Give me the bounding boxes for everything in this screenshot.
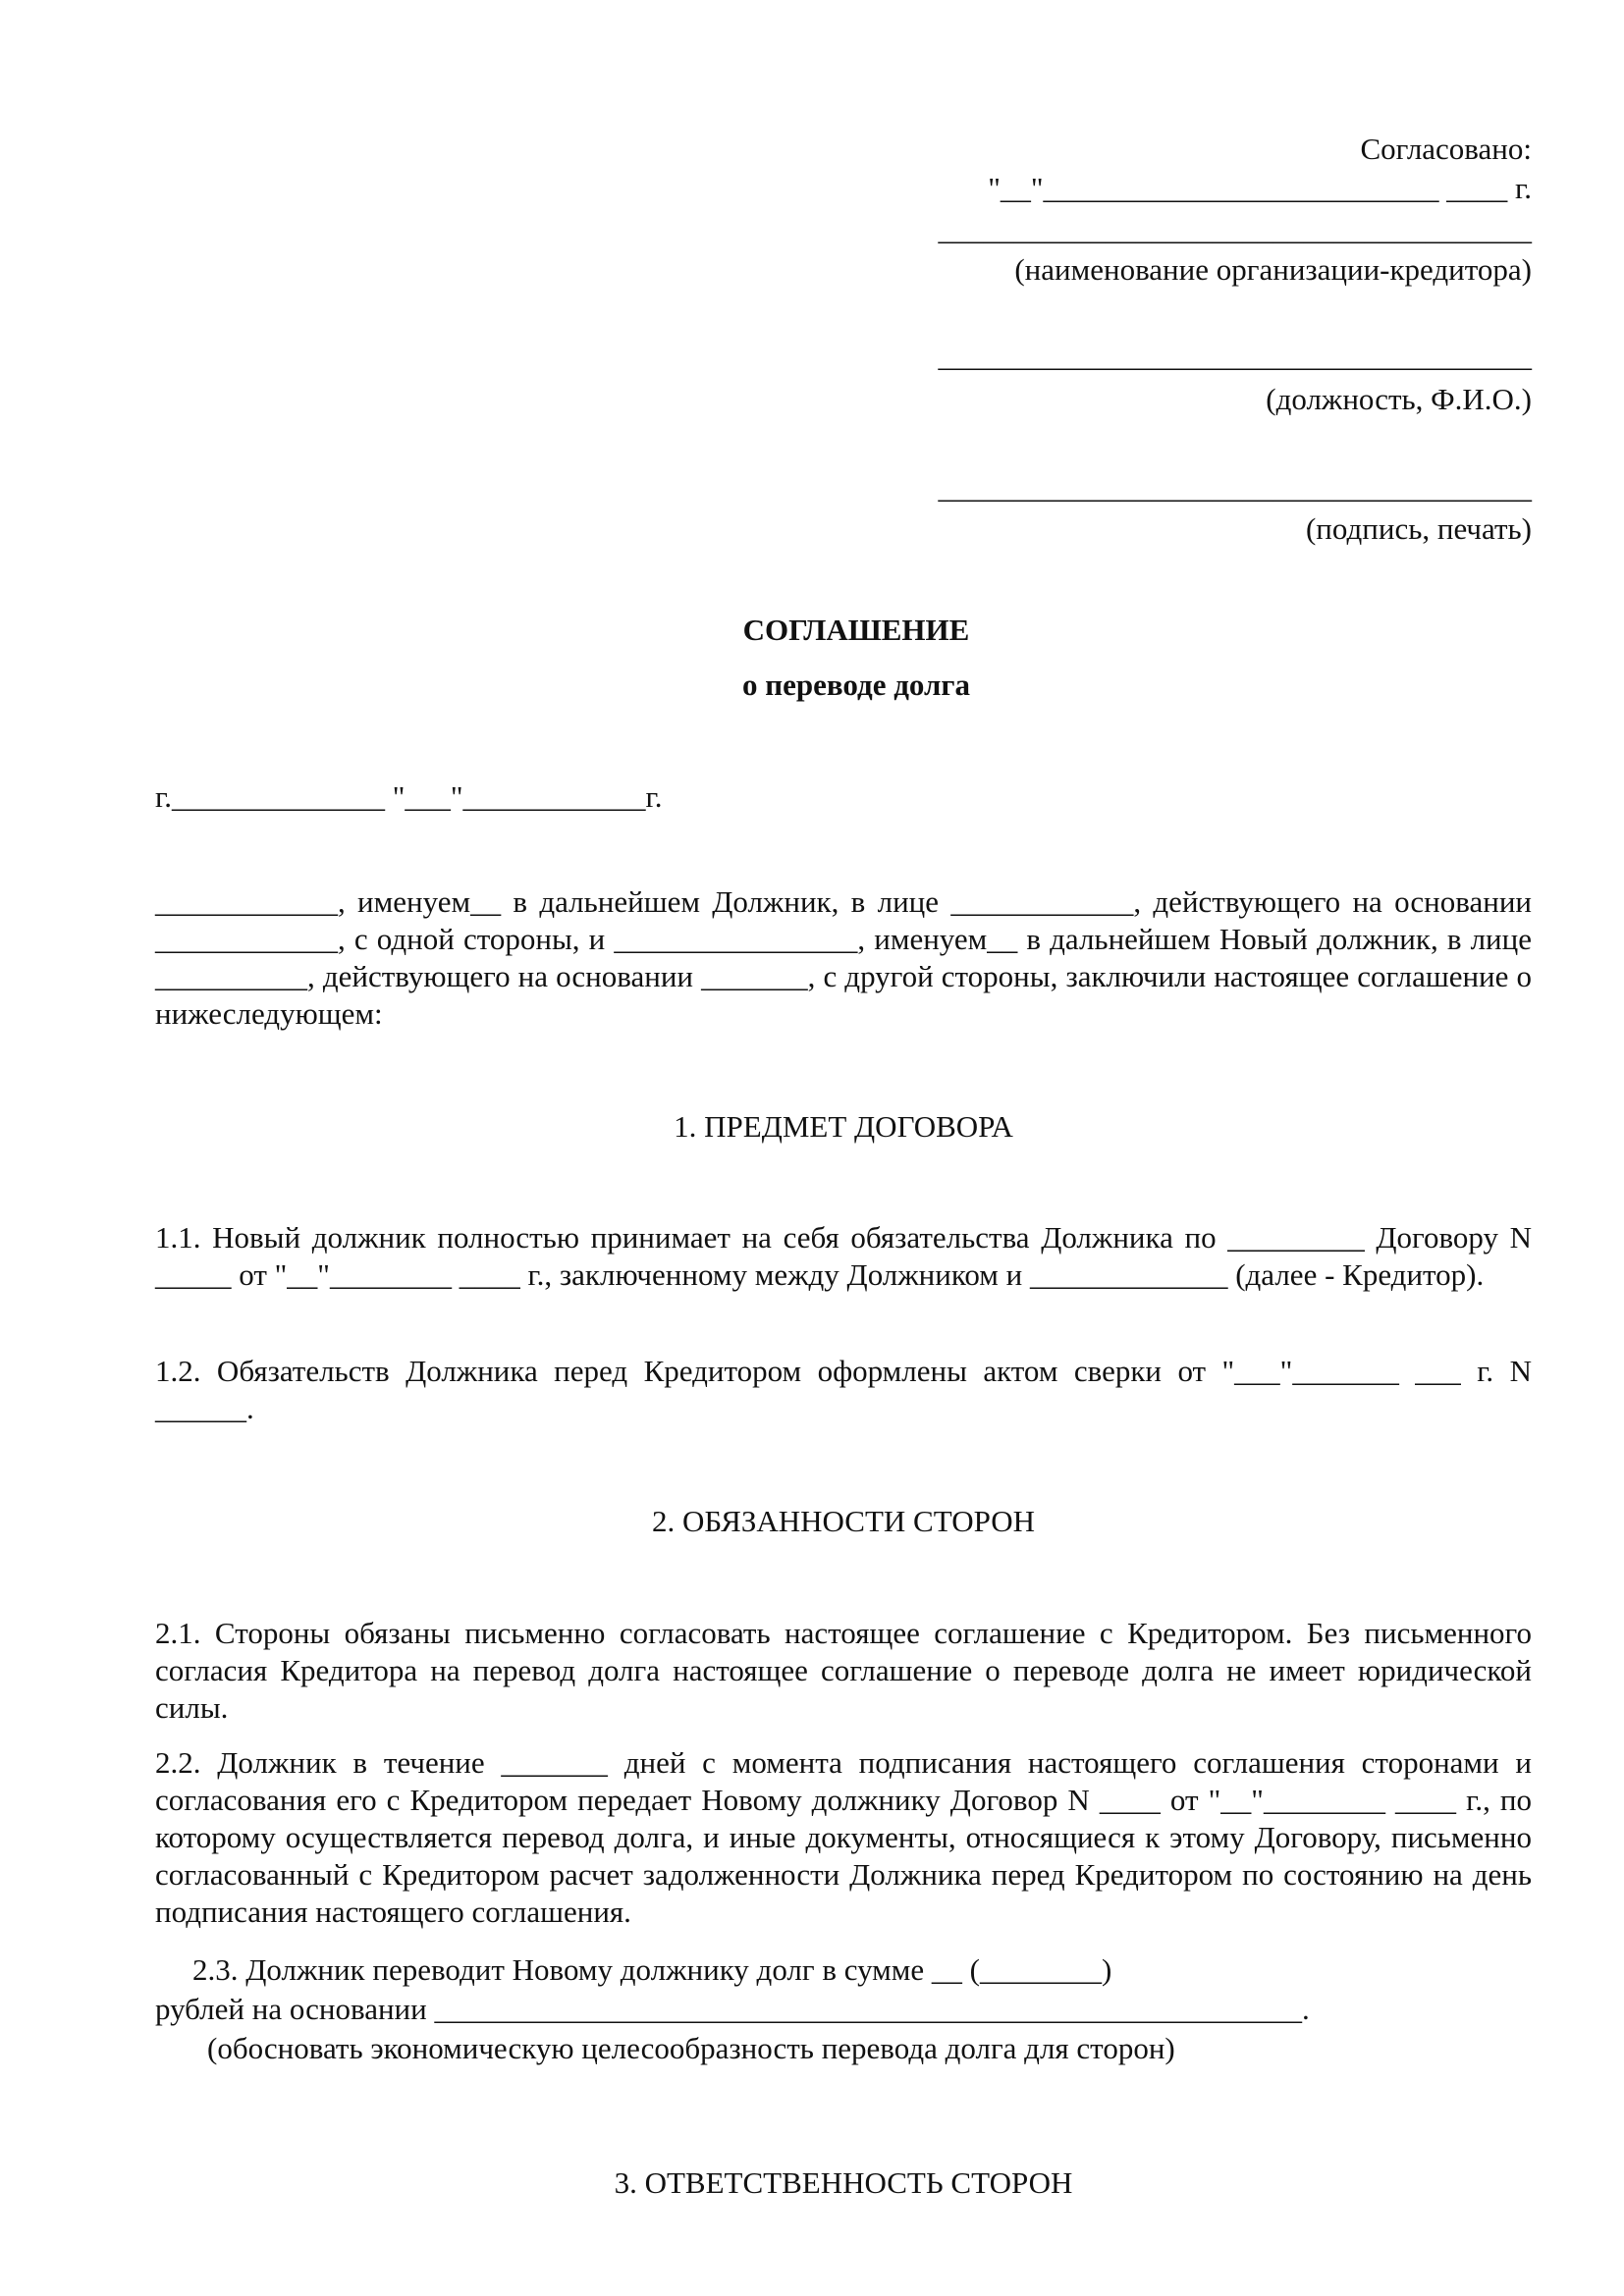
section2-clause-3-caption: (обосновать экономическую целесообразность перевода долга для сторон) (207, 2031, 1175, 2065)
approval-title: Согласовано: (1360, 132, 1532, 166)
section2-clause-2: 2.2. Должник в течение _______ дней с момента подписания настоящего соглашения сторонами и согласования его с Кредитором передает Новому должнику Договор N ____ от "__"________ ____ г., по которому осуществляется перевод долга, и иные документы, относящиеся к этому Договору, письменно согласованный с Кредитором расчет задолженности Должника перед Кредитором по состоянию на день подписания настоящего соглашения. (155, 1745, 1532, 1929)
document-title: СОГЛАШЕНИЕ (742, 613, 970, 647)
approval-signature-line: _______________________________________ (938, 470, 1532, 505)
section2-title: 2. ОБЯЗАННОСТИ СТОРОН (651, 1504, 1036, 1538)
approval-position-caption: (должность, Ф.И.О.) (1266, 382, 1532, 416)
section2-clause-3-line2: рублей на основании _________________________________________________________. (155, 1992, 1310, 2026)
approval-org-line: _______________________________________ (938, 212, 1532, 246)
section2-clause-3-line1: 2.3. Должник переводит Новому должнику долг в сумме __ (________) (192, 1952, 1112, 1987)
section1-clause-2: 1.2. Обязательств Должника перед Кредитором оформлены актом сверки от "___"_______ ___ г. N ______. (155, 1354, 1532, 1425)
approval-position-line: _______________________________________ (938, 339, 1532, 373)
section1-title: 1. ПРЕДМЕТ ДОГОВОРА (674, 1109, 1013, 1144)
approval-date-line: "__"__________________________ ____ г. (988, 171, 1532, 205)
place-date-line: г.______________ "___"____________г. (155, 779, 663, 814)
section1-clause-1: 1.1. Новый должник полностью принимает на себя обязательства Должника по _________ Договору N _____ от "__"________ ____ г., заключенному между Должником и _____________ (далее - Кредитор). (155, 1220, 1532, 1292)
document-subtitle: о переводе долга (742, 667, 970, 702)
section3-title: 3. ОТВЕТСТВЕННОСТЬ СТОРОН (614, 2165, 1073, 2200)
section2-clause-1: 2.1. Стороны обязаны письменно согласовать настоящее соглашение с Кредитором. Без письменного согласия Кредитора на перевод долга настоящее соглашение о переводе долга не имеет юридической силы. (155, 1616, 1532, 1725)
approval-signature-caption: (подпись, печать) (1305, 511, 1532, 546)
approval-org-caption: (наименование организации-кредитора) (1014, 252, 1532, 287)
intro-paragraph: ____________, именуем__ в дальнейшем Должник, в лице ____________, действующего на основании ____________, с одной стороны, и ________________, именуем__ в дальнейшем Новый должник, в лице __________, действующего на основании _______, с другой стороны, заключили настоящее соглашение о нижеследующем: (155, 884, 1532, 1031)
